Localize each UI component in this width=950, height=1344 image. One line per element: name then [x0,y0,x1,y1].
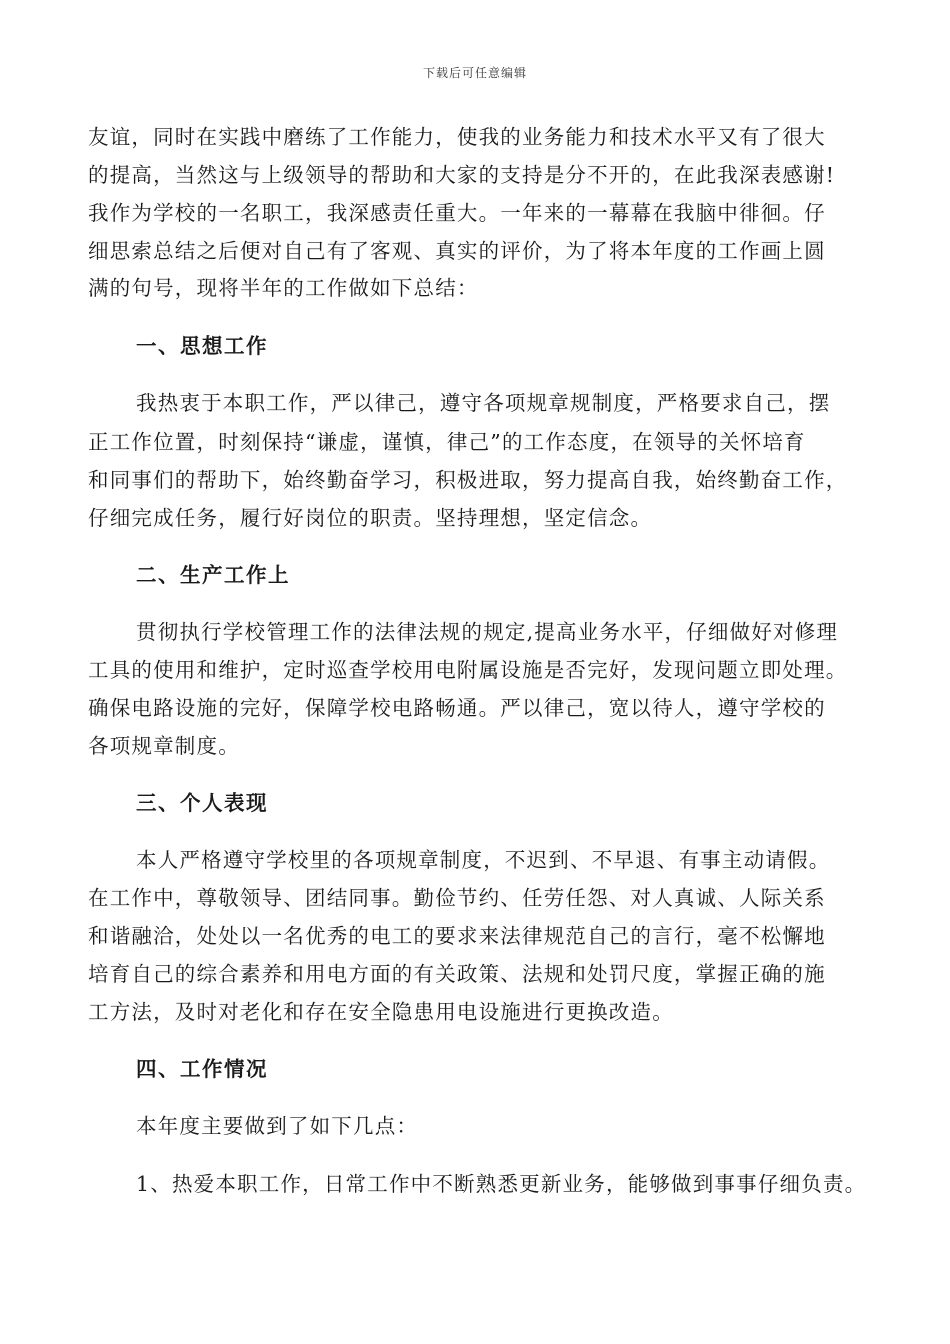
section-3-line-5: 工方法，及时对老化和存在安全隐患用电设施进行更换改造。 [88,1000,674,1024]
intro-line-3: 我作为学校的一名职工，我深感责任重大。一年来的一幕幕在我脑中徘徊。仔 [88,201,826,225]
section-2-line-3: 确保电路设施的完好，保障学校电路畅通。严以律己，宽以待人，遵守学校的 [88,696,826,720]
intro-line-2: 的提高，当然这与上级领导的帮助和大家的支持是分不开的，在此我深表感谢! [88,163,836,187]
intro-line-1: 友谊，同时在实践中磨练了工作能力，使我的业务能力和技术水平又有了很大 [88,125,826,149]
section-2-line-2: 工具的使用和维护，定时巡查学校用电附属设施是否完好，发现问题立即处理。 [88,658,848,682]
section-3-line-2: 在工作中，尊敬领导、团结同事。勤俭节约、任劳任怨、对人真诚、人际关系 [88,886,826,910]
section-3-line-3: 和谐融洽，处处以一名优秀的电工的要求来法律规范自己的言行，毫不松懈地 [88,924,826,948]
section-1-line-3: 和同事们的帮助下，始终勤奋学习，积极进取，努力提高自我，始终勤奋工作， [88,468,848,492]
section-4-line-2: 1、热爱本职工作，日常工作中不断熟悉更新业务，能够做到事事仔细负责。 [136,1172,867,1196]
page-header: 下载后可任意编辑 [422,66,527,80]
section-1-line-1: 我热衷于本职工作，严以律己，遵守各项规章规制度，严格要求自己，摆 [136,391,831,415]
intro-line-4: 细思索总结之后便对自己有了客观、真实的评价，为了将本年度的工作画上圆 [88,239,826,263]
section-3-line-4: 培育自己的综合素养和用电方面的有关政策、法规和处罚尺度，掌握正确的施 [88,962,826,986]
section-2-line-1: 贯彻执行学校管理工作的法律法规的规定,提高业务水平，仔细做好对修理 [136,620,839,644]
section-1-line-2: 正工作位置，时刻保持“谦虚，谨慎，律己”的工作态度，在领导的关怀培育 [88,430,806,454]
section-1-line-4: 仔细完成任务，履行好岗位的职责。坚持理想，坚定信念。 [88,506,653,530]
section-3-heading: 三、个人表现 [136,791,268,815]
intro-line-5: 满的句号，现将半年的工作做如下总结： [88,276,479,300]
section-1-heading: 一、思想工作 [136,334,268,358]
section-4-line-1: 本年度主要做到了如下几点： [136,1114,419,1138]
section-4-heading: 四、工作情况 [136,1057,268,1081]
section-2-line-4: 各项规章制度。 [88,734,240,758]
section-3-line-1: 本人严格遵守学校里的各项规章制度，不迟到、不早退、有事主动请假。 [136,848,831,872]
section-2-heading: 二、生产工作上 [136,563,290,587]
